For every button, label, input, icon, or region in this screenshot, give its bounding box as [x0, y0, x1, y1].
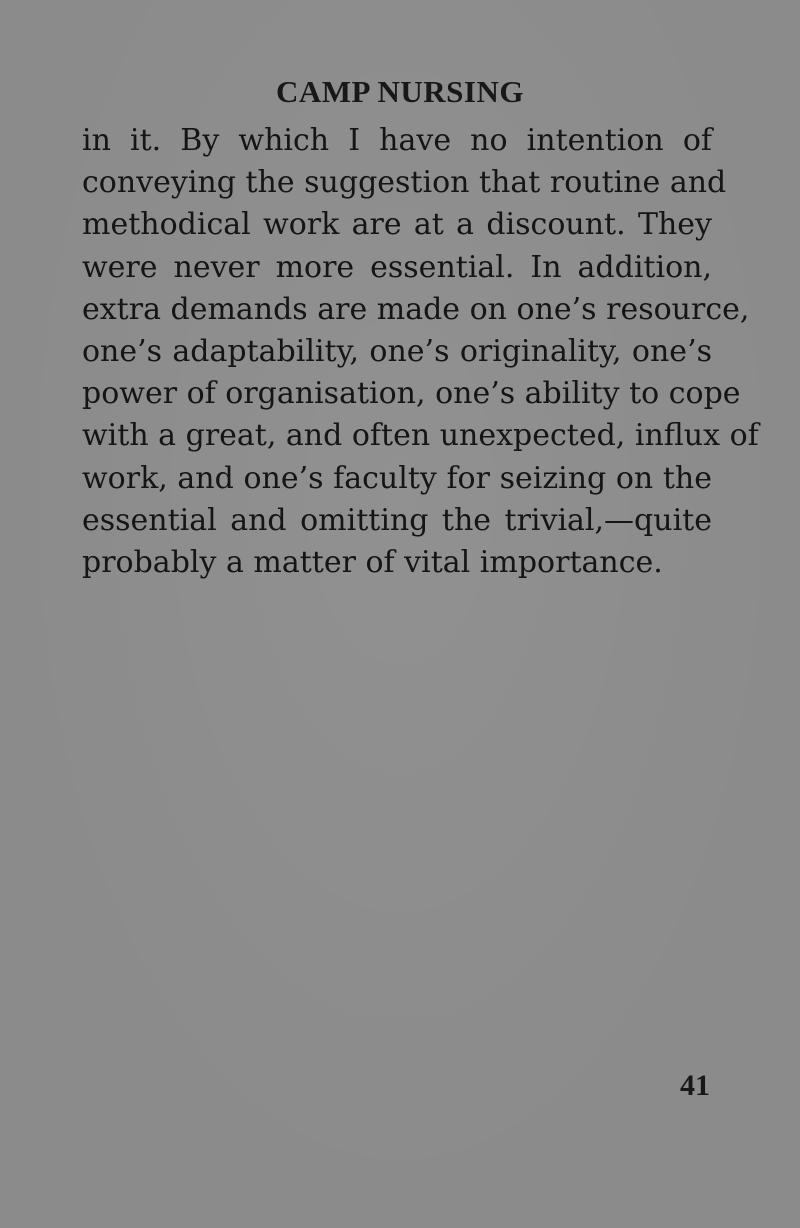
body-line: essential and omitting the trivial,—quite: [82, 502, 712, 538]
body-line: conveying the suggestion that routine and: [82, 165, 727, 201]
body-line: methodical work are at a discount. They: [82, 207, 712, 243]
body-line: in it. By which I have no intention of: [82, 123, 712, 158]
body-line: work, and one’s faculty for seizing on the: [82, 460, 712, 496]
body-line: probably a matter of vital importance.: [82, 545, 663, 581]
body-line: were never more essential. In addition,: [82, 249, 712, 285]
body-line: one’s adaptability, one’s originality, one’s: [82, 334, 712, 370]
running-head: CAMP NURSING: [276, 74, 524, 109]
body-line: power of organisation, one’s ability to cope: [82, 376, 741, 412]
body-line: extra demands are made on one’s resource,: [82, 291, 750, 327]
body-line: with a great, and often unexpected, influx of: [82, 418, 759, 454]
page-number: 41: [680, 1069, 710, 1102]
body-paragraph: [82, 120, 759, 584]
